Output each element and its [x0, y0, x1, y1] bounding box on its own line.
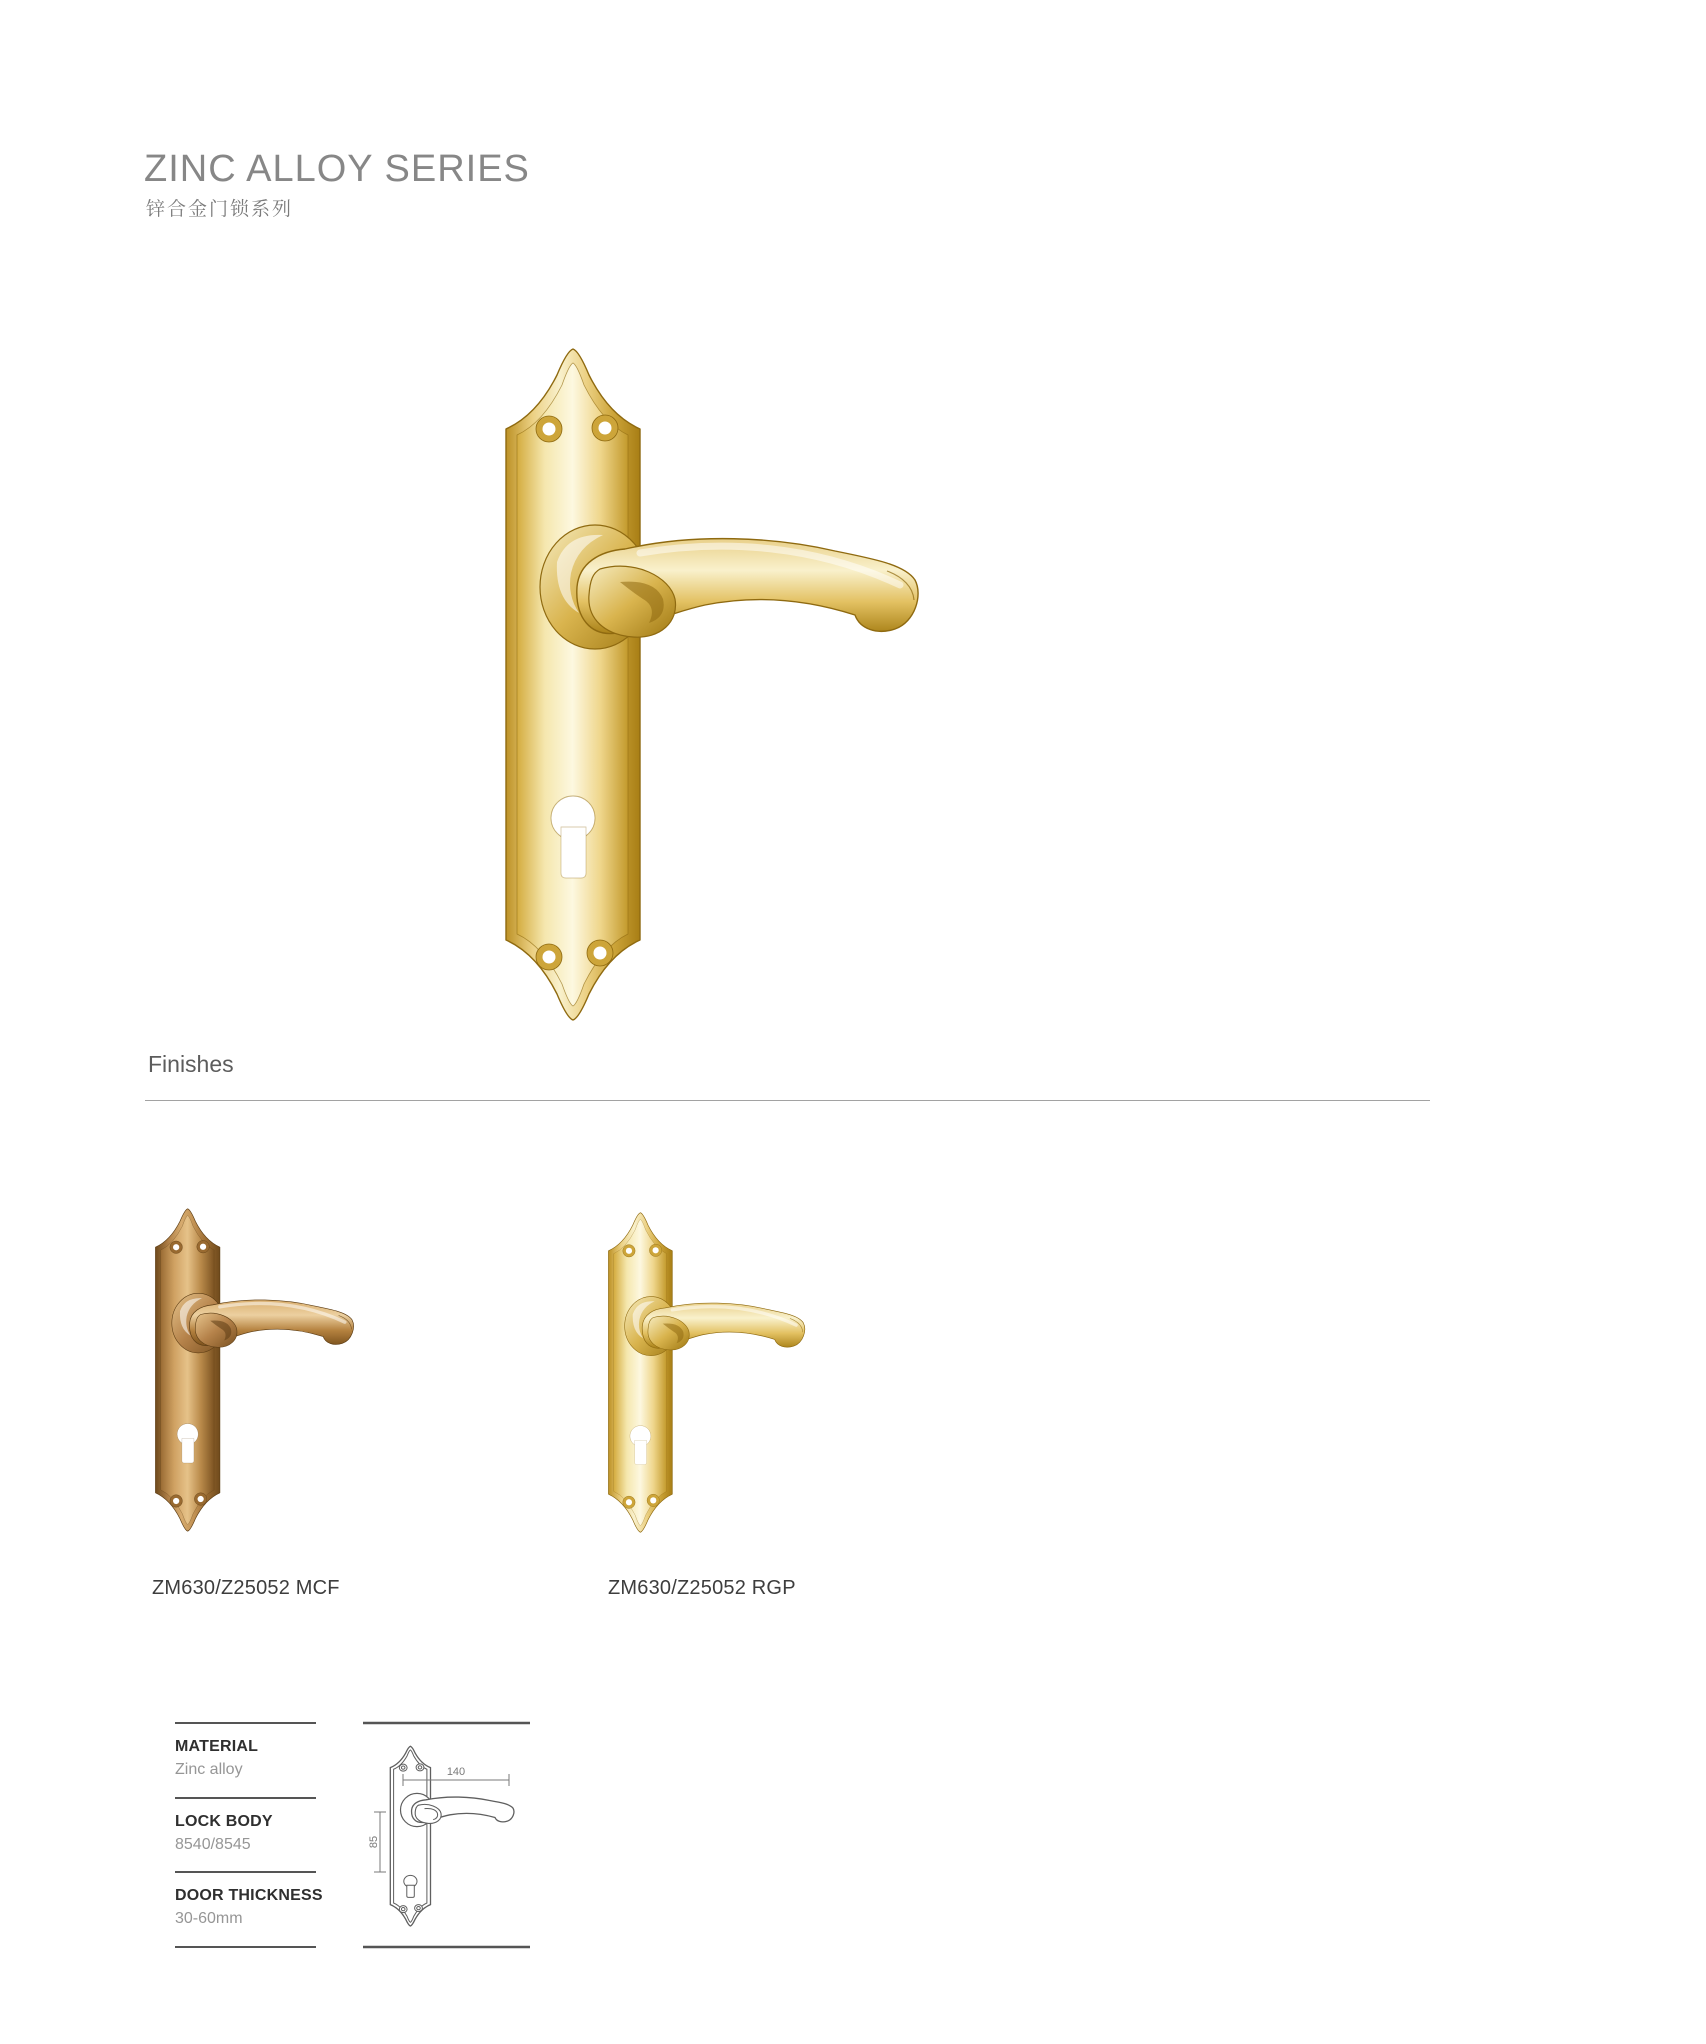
drawing-dim-width-label: 140 [446, 1766, 466, 1778]
finishes-divider [145, 1100, 1430, 1101]
page-title: ZINC ALLOY SERIES [144, 148, 530, 190]
spec-value: 8540/8545 [175, 1835, 251, 1853]
main-product-image [505, 337, 925, 1032]
spec-table [175, 1722, 323, 1948]
finish-variant-image-mcf [155, 1203, 357, 1537]
variant-code-mcf: ZM630/Z25052 MCF [152, 1577, 340, 1599]
spec-value: Zinc alloy [175, 1761, 243, 1778]
spec-row-lock-body [175, 1797, 316, 1872]
spec-label: MATERIAL [175, 1738, 259, 1755]
technical-drawing [363, 1712, 533, 1958]
variant-code-rgp: ZM630/Z25052 RGP [608, 1577, 796, 1599]
spec-label: DOOR THICKNESS [175, 1887, 323, 1904]
drawing-dim-height-label: 85 [368, 1835, 380, 1849]
spec-row-door-thickness [175, 1871, 323, 1946]
spec-row-material [175, 1722, 316, 1797]
spec-value: 30-60mm [175, 1910, 243, 1927]
page-subtitle: 锌合金门锁系列 [146, 199, 294, 220]
spec-label: LOCK BODY [175, 1812, 273, 1830]
finishes-heading: Finishes [148, 1051, 234, 1077]
finish-variant-image-rgp [608, 1207, 810, 1538]
